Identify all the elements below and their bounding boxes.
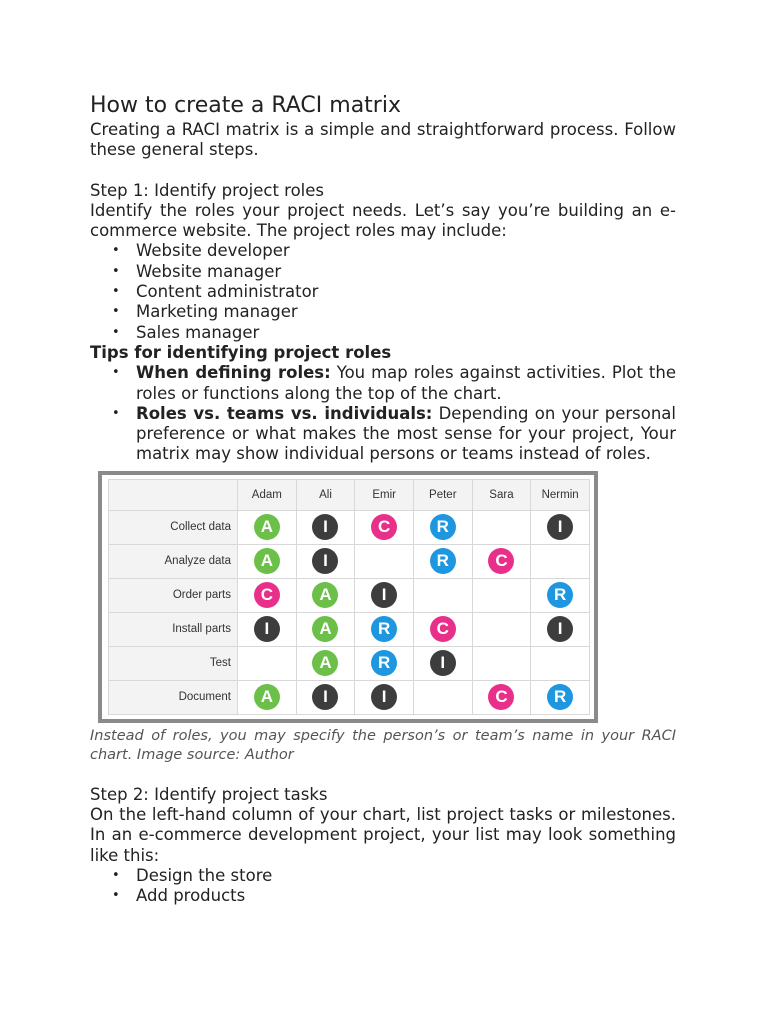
raci-badge: A bbox=[254, 514, 280, 540]
spacer bbox=[90, 161, 676, 181]
bullet-icon: • bbox=[112, 867, 120, 883]
raci-badge: I bbox=[430, 650, 456, 676]
raci-badge: A bbox=[312, 650, 338, 676]
raci-badge: R bbox=[547, 582, 573, 608]
tips-list bbox=[90, 363, 676, 464]
step1-heading: Step 1: Identify project roles bbox=[90, 180, 325, 200]
raci-badge: C bbox=[488, 548, 514, 574]
raci-cell bbox=[413, 578, 472, 612]
table-row bbox=[109, 680, 590, 714]
bullet-icon: • bbox=[112, 365, 120, 381]
raci-badge: I bbox=[254, 616, 280, 642]
raci-cell bbox=[472, 680, 531, 714]
raci-cell bbox=[413, 544, 472, 578]
raci-cell bbox=[472, 544, 531, 578]
raci-cell bbox=[296, 578, 355, 612]
bullet-icon: • bbox=[112, 888, 120, 904]
corner-cell bbox=[109, 479, 238, 510]
raci-cell bbox=[355, 680, 414, 714]
bullet-icon: • bbox=[112, 405, 120, 421]
person-header: Nermin bbox=[531, 479, 590, 510]
person-header: Emir bbox=[355, 479, 414, 510]
raci-badge: R bbox=[371, 616, 397, 642]
raci-cell bbox=[238, 680, 297, 714]
task-label: Install parts bbox=[109, 612, 238, 646]
raci-badge: I bbox=[547, 616, 573, 642]
raci-chart-image bbox=[98, 471, 598, 723]
tasks-list bbox=[90, 866, 676, 907]
spacer bbox=[90, 765, 676, 785]
raci-cell bbox=[472, 646, 531, 680]
task-label: Order parts bbox=[109, 578, 238, 612]
bullet-icon: • bbox=[112, 324, 120, 340]
raci-badge: C bbox=[430, 616, 456, 642]
raci-cell bbox=[238, 646, 297, 680]
list-item: • Design the store bbox=[112, 865, 273, 885]
raci-badge: I bbox=[312, 514, 338, 540]
raci-cell bbox=[355, 612, 414, 646]
raci-cell bbox=[355, 578, 414, 612]
raci-badge: I bbox=[371, 684, 397, 710]
raci-badge: A bbox=[312, 582, 338, 608]
raci-cell bbox=[355, 510, 414, 544]
list-item: • Content administrator bbox=[112, 282, 319, 302]
raci-cell bbox=[472, 612, 531, 646]
raci-badge: I bbox=[312, 548, 338, 574]
raci-cell bbox=[238, 510, 297, 544]
bullet-icon: • bbox=[112, 263, 120, 279]
raci-cell bbox=[238, 544, 297, 578]
task-label: Analyze data bbox=[109, 544, 238, 578]
raci-badge: A bbox=[312, 616, 338, 642]
raci-cell bbox=[296, 612, 355, 646]
task-label: Document bbox=[109, 680, 238, 714]
roles-list bbox=[90, 241, 676, 342]
raci-badge: C bbox=[488, 684, 514, 710]
list-item bbox=[90, 404, 676, 465]
raci-table bbox=[108, 479, 590, 715]
image-caption: Instead of roles, you may specify the person’s or team’s name in your RACI chart. Image source: Author bbox=[90, 727, 676, 763]
tip-text: Depending on your personal preference or what makes the most sense for your project, Your matrix may show individual persons or teams instead of roles. bbox=[136, 403, 676, 464]
raci-badge: C bbox=[371, 514, 397, 540]
raci-cell bbox=[531, 510, 590, 544]
step2-heading: Step 2: Identify project tasks bbox=[90, 784, 328, 804]
raci-badge: R bbox=[430, 514, 456, 540]
raci-cell bbox=[413, 680, 472, 714]
step2-paragraph: On the left-hand column of your chart, list project tasks or milestones. In an e-commerce development project, your list may look something like this: bbox=[90, 805, 676, 865]
raci-cell bbox=[238, 578, 297, 612]
table-row bbox=[109, 510, 590, 544]
step1-paragraph: Identify the roles your project needs. Let’s say you’re building an e-commerce website. The project roles may include: bbox=[90, 200, 676, 241]
table-row bbox=[109, 612, 590, 646]
tip-label: When defining roles: bbox=[136, 363, 331, 383]
raci-badge: I bbox=[312, 684, 338, 710]
raci-cell bbox=[531, 612, 590, 646]
raci-cell bbox=[238, 612, 297, 646]
raci-badge: R bbox=[430, 548, 456, 574]
intro-paragraph: Creating a RACI matrix is a simple and straightforward process. Follow these general steps. bbox=[90, 120, 676, 160]
person-header: Sara bbox=[472, 479, 531, 510]
raci-badge: A bbox=[254, 684, 280, 710]
list-item: • Marketing manager bbox=[112, 302, 298, 322]
list-item bbox=[90, 363, 676, 404]
page-title: How to create a RACI matrix bbox=[90, 93, 401, 118]
bullet-icon: • bbox=[112, 304, 120, 320]
raci-badge: C bbox=[254, 582, 280, 608]
raci-cell bbox=[296, 510, 355, 544]
raci-cell bbox=[296, 680, 355, 714]
raci-cell bbox=[472, 578, 531, 612]
raci-cell bbox=[472, 510, 531, 544]
raci-cell bbox=[531, 544, 590, 578]
raci-badge: R bbox=[371, 650, 397, 676]
raci-header-row bbox=[109, 479, 590, 510]
raci-cell bbox=[413, 510, 472, 544]
raci-cell bbox=[296, 646, 355, 680]
bullet-icon: • bbox=[112, 284, 120, 300]
raci-cell bbox=[296, 544, 355, 578]
raci-cell bbox=[413, 612, 472, 646]
raci-badge: I bbox=[371, 582, 397, 608]
list-item: • Sales manager bbox=[112, 322, 260, 342]
raci-cell bbox=[355, 544, 414, 578]
person-header: Peter bbox=[413, 479, 472, 510]
raci-badge: R bbox=[547, 684, 573, 710]
list-item: • Add products bbox=[112, 886, 246, 906]
table-row bbox=[109, 544, 590, 578]
list-item: • Website manager bbox=[112, 261, 282, 281]
raci-body bbox=[109, 510, 590, 714]
raci-cell bbox=[531, 680, 590, 714]
list-item: • Website developer bbox=[112, 241, 290, 261]
raci-cell bbox=[531, 646, 590, 680]
raci-badge: A bbox=[254, 548, 280, 574]
person-header: Adam bbox=[238, 479, 297, 510]
tip-text: You map roles against activities. Plot the roles or functions along the top of the chart. bbox=[136, 363, 676, 403]
tip-label: Roles vs. teams vs. individuals: bbox=[136, 403, 433, 423]
task-label: Collect data bbox=[109, 510, 238, 544]
task-label: Test bbox=[109, 646, 238, 680]
tips-heading: Tips for identifying project roles bbox=[90, 342, 392, 362]
person-header: Ali bbox=[296, 479, 355, 510]
bullet-icon: • bbox=[112, 243, 120, 259]
article bbox=[90, 92, 676, 907]
raci-cell bbox=[413, 646, 472, 680]
table-row bbox=[109, 578, 590, 612]
raci-badge: I bbox=[547, 514, 573, 540]
raci-cell bbox=[531, 578, 590, 612]
raci-cell bbox=[355, 646, 414, 680]
table-row bbox=[109, 646, 590, 680]
